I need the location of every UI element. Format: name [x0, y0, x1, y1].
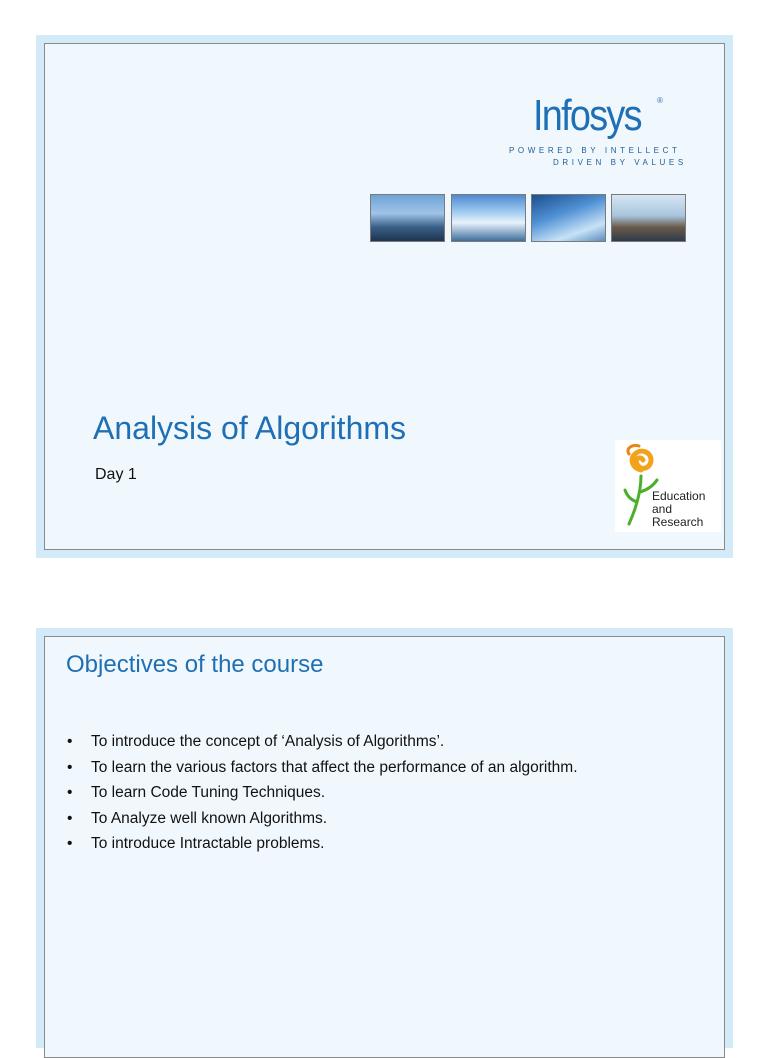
list-item [65, 755, 578, 781]
bullet-icon: • [67, 758, 73, 776]
campus-photo-strip [370, 194, 690, 242]
badge-line-education: Education [652, 489, 706, 503]
registered-mark: ® [657, 96, 663, 105]
list-item [65, 831, 578, 857]
logo-tagline-intellect: POWERED BY INTELLECT [509, 146, 681, 155]
campus-photo-2 [451, 194, 526, 242]
bullet-icon: • [67, 809, 73, 827]
objectives-slide [36, 628, 733, 1048]
campus-photo-1 [370, 194, 445, 242]
logo-tagline-values: DRIVEN BY VALUES [553, 158, 687, 167]
campus-photo-4 [611, 194, 686, 242]
logo-wordmark: Infosys [533, 91, 641, 140]
objective-text: To learn the various factors that affect the performance of an algorithm. [91, 758, 578, 776]
objective-text: To introduce Intractable problems. [91, 835, 325, 852]
list-item [65, 780, 578, 806]
objective-text: To Analyze well known Algorithms. [91, 809, 328, 827]
bullet-icon: • [67, 784, 73, 801]
presentation-title: Analysis of Algorithms [93, 410, 407, 446]
list-item [65, 806, 578, 832]
badge-line-research: Research [652, 515, 704, 529]
title-slide [36, 35, 733, 558]
education-research-logo [615, 440, 721, 532]
bullet-icon: • [67, 835, 73, 852]
list-item [65, 729, 578, 755]
objective-text: To introduce the concept of ‘Analysis of Algorithms’. [91, 733, 445, 750]
objectives-list [65, 729, 578, 857]
presentation-subtitle: Day 1 [95, 466, 137, 483]
campus-photo-3 [531, 194, 606, 242]
objectives-slide-content [44, 636, 725, 1058]
badge-line-and: and [652, 502, 673, 516]
objective-text: To learn Code Tuning Techniques. [91, 784, 326, 801]
title-slide-content [44, 43, 725, 550]
bullet-icon: • [67, 733, 73, 750]
objectives-title: Objectives of the course [66, 651, 324, 678]
education-research-label [652, 490, 705, 529]
